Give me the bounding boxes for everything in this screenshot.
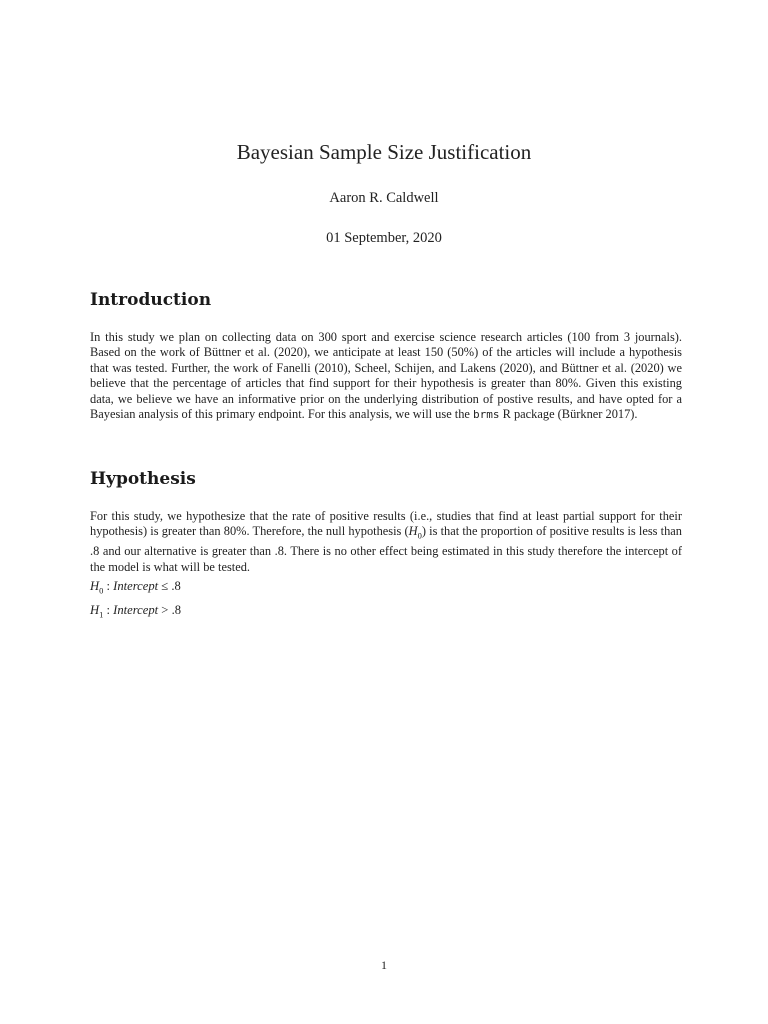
introduction-text: In this study we plan on collecting data on 300 sport and exercise science research articles (100 from 3 journals). Based on the work of Büttner et al. (2020), we anticipate at least 150 (50%) of the articles will include a hypothesis that was tested. Further, the work of Fanelli (2010), Scheel, Schijen, and Lakens (2020), and Büttner et al. (2020) we believe that the percentage of articles that find support for their hypothesis is greater than 80%. Given this existing data, we believe we have an informative prior on the underlying distribution of postive results, and have opted for a Bayesian analysis of this primary endpoint. For this analysis, we will use the	[90, 330, 682, 422]
eq-h0-sub: 0	[99, 585, 104, 596]
introduction-paragraph	[90, 330, 682, 422]
equation-h0	[90, 579, 181, 596]
inline-code-brms: brms	[473, 408, 500, 422]
eq-h0-value: .8	[171, 579, 181, 593]
eq-h1-var: Intercept	[113, 603, 159, 617]
section-heading-hypothesis: Hypothesis	[90, 469, 196, 489]
eq-h1-colon: :	[103, 603, 114, 617]
eq-h0-var: Intercept	[113, 579, 159, 593]
eq-h1-op: >	[158, 603, 172, 617]
document-author: Aaron R. Caldwell	[329, 190, 439, 206]
eq-h0-symbol: H	[90, 579, 100, 593]
section-heading-introduction: Introduction	[90, 290, 212, 310]
document-title: Bayesian Sample Size Justification	[236, 140, 532, 164]
eq-h0-colon: :	[103, 579, 114, 593]
hypothesis-paragraph	[90, 509, 682, 575]
null-hypothesis-subscript: 0	[417, 530, 422, 541]
eq-h1-value: .8	[171, 603, 182, 617]
introduction-text-end: R package (Bürkner 2017).	[499, 407, 638, 422]
eq-h1-sub: 1	[99, 609, 104, 620]
eq-h0-op: ≤	[158, 579, 172, 593]
page-number: 1	[381, 958, 387, 972]
hypothesis-text: For this study, we hypothesize that the rate of positive results (i.e., studies that find at least partial support for their hypothesis) is greater than 80%. Therefore, the null hypothesis (	[90, 509, 682, 539]
equation-h1	[90, 603, 181, 620]
document-date: 01 September, 2020	[326, 230, 442, 246]
hypothesis-text-end: ) is that the proportion of positive results is less than .8 and our alternative is greater than .8. There is no other effect being estimated in this study therefore the intercept of the model is what will be tested.	[90, 524, 683, 574]
null-hypothesis-symbol: H	[408, 524, 418, 539]
eq-h1-symbol: H	[90, 603, 100, 617]
